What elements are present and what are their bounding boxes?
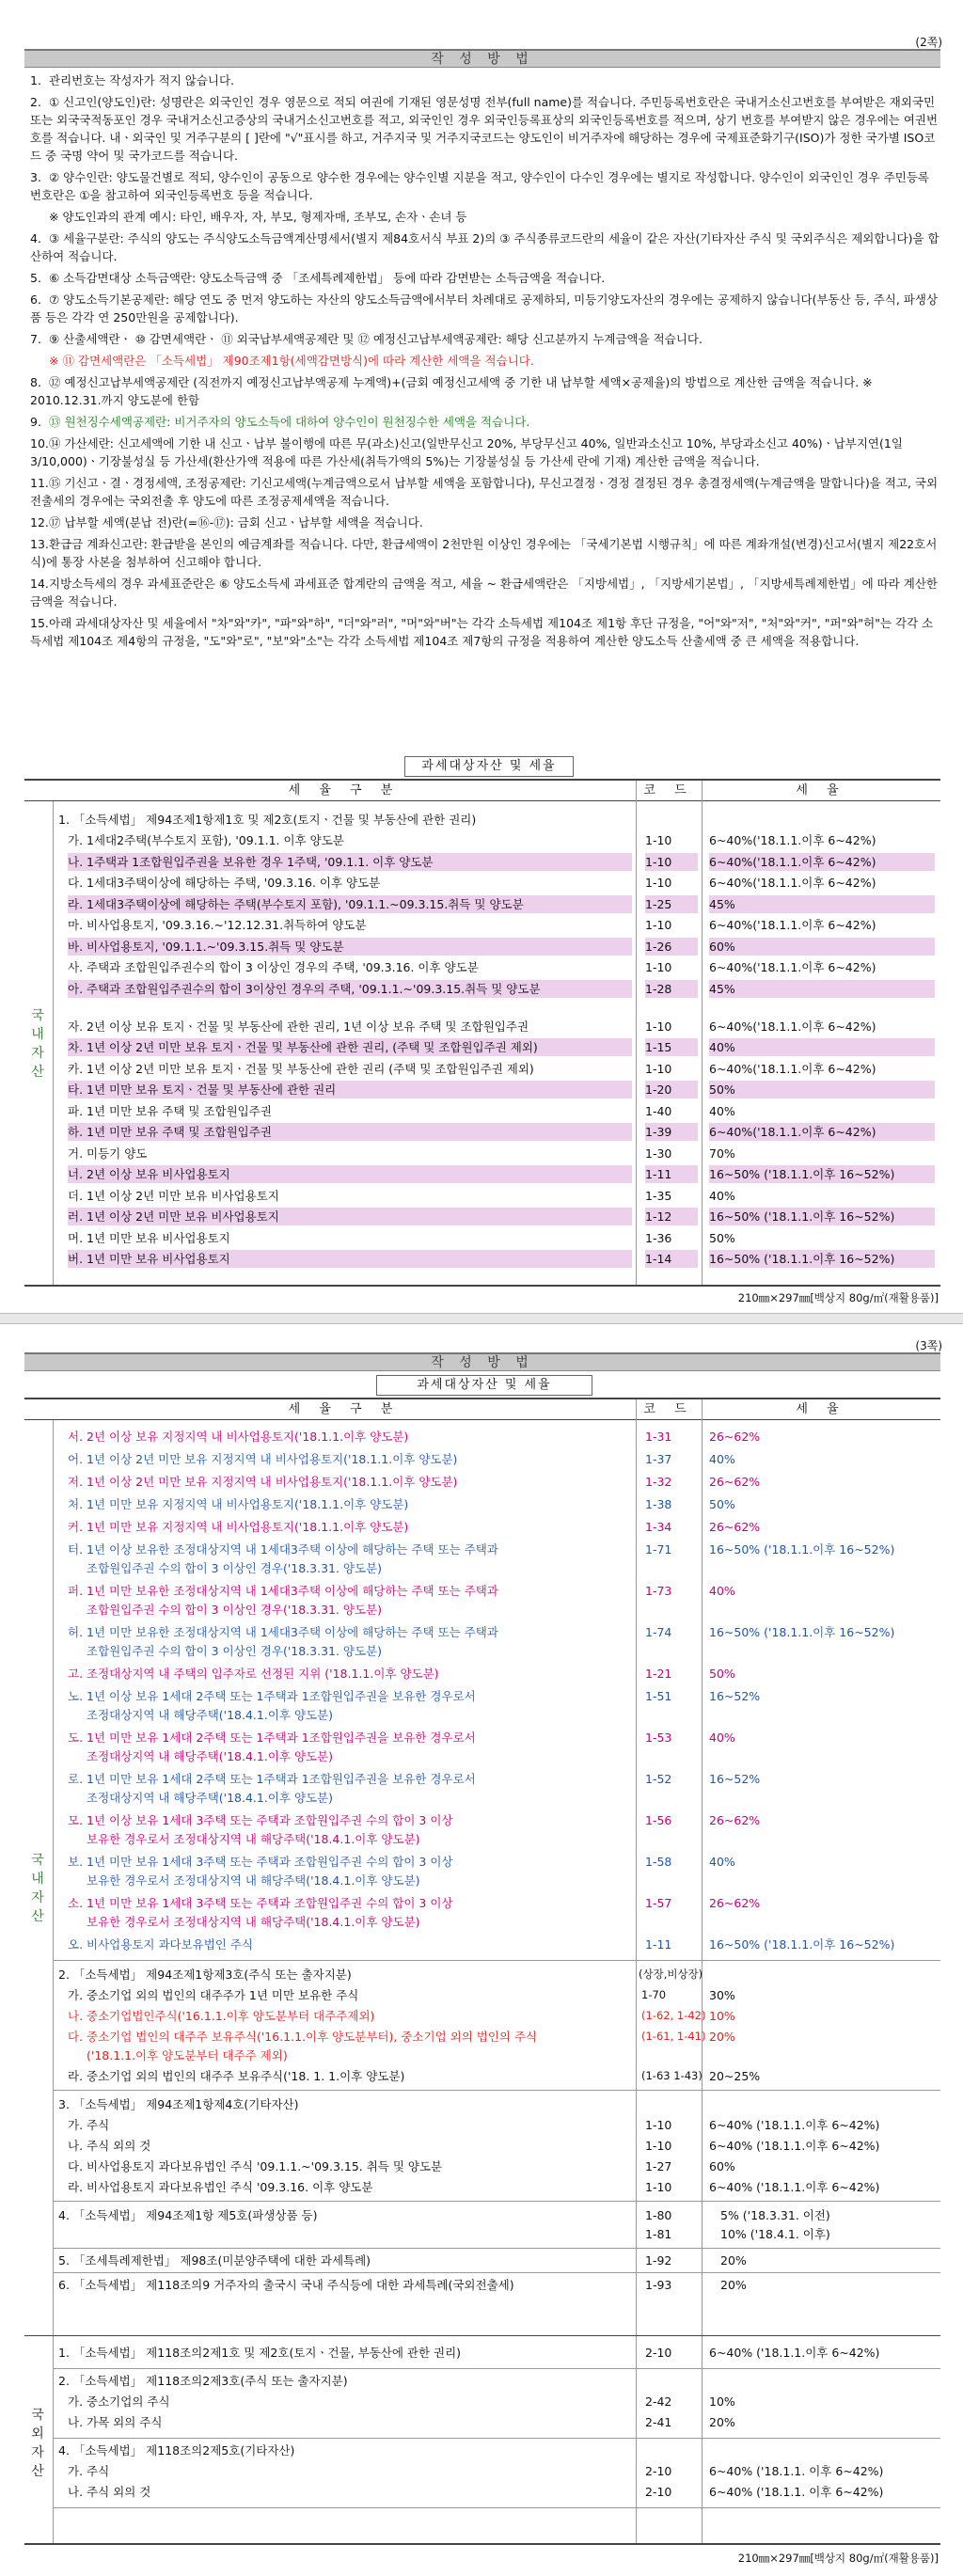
rate-category: 마. 비사업용토지, '09.3.16.~'12.12.31.취득하여 양도분 <box>68 918 367 932</box>
rate-code: 1-10 <box>645 1019 672 1034</box>
rate-code: 1-10 <box>645 2180 672 2194</box>
rate-category: 하. 1년 미만 보유 주택 및 조합원입주권 <box>68 1123 632 1141</box>
instruction-item <box>30 291 940 326</box>
rate-category: 도. 1년 미만 보유 1세대 2주택 또는 1주택과 1조합원입주권을 보유한 경우로서 <box>68 1731 476 1745</box>
rate-value: 50% <box>709 1230 735 1245</box>
rate-category: 나. 주식 외의 것 <box>68 2139 151 2153</box>
rate-code: 1-81 <box>645 2227 672 2241</box>
rate-code: 1-30 <box>645 1146 672 1161</box>
rate-code: 2-41 <box>645 2415 672 2429</box>
rate-value: 60% <box>709 2159 735 2173</box>
rate-category: 러. 1년 이상 2년 미만 보유 비사업용토지 <box>68 1208 632 1225</box>
rate-code: 1-57 <box>645 1896 672 1910</box>
rate-code: (1-61, 1-41) <box>641 2030 706 2043</box>
rate-value: 6~40% ('18.1.1.이후 6~42%) <box>709 2180 880 2194</box>
rate-value: 16~52% <box>709 1772 761 1786</box>
rate-code: 1-25 <box>645 895 698 913</box>
rate-value: 6~40% ('18.1.1.이후 6~42%) <box>709 2139 880 2153</box>
rate-category-cont: 조정대상지역 내 해당주택('18.4.1.이후 양도분) <box>87 1749 334 1763</box>
rate-category: 아. 주택과 조합원입주권수의 합이 3이상인 경우의 주택, '09.1.1.~'09.3.15.취득 및 양도분 <box>68 980 632 998</box>
rate-value: 6~40% ('18.1.1. 이후 6~42%) <box>709 2485 884 2499</box>
rate-value: 6~40%('18.1.1.이후 6~42%) <box>709 1061 876 1076</box>
side-label-text: 국내자산 <box>31 1008 44 1080</box>
rate-category: 다. 비사업용토지 과다보유법인 주식 '09.1.1.~'09.3.15. 취득 및 양도분 <box>68 2159 443 2173</box>
instruction-item <box>30 413 940 431</box>
rate-value: 26~62% <box>709 1896 761 1910</box>
rate-value: 6~40% ('18.1.1.이후 6~42%) <box>709 2346 880 2360</box>
rate-value: 16~50% ('18.1.1.이후 16~52%) <box>709 1937 895 1952</box>
rate-category: 더. 1년 이상 2년 미만 보유 비사업용토지 <box>68 1188 279 1203</box>
page-separator <box>0 1313 963 1324</box>
instruction-number: 14. <box>30 577 49 591</box>
rate-value: 50% <box>709 1497 735 1511</box>
section-title: 3. 「소득세법」 제94조제1항제4호(기타자산) <box>58 2097 299 2111</box>
rate-category: 나. 중소기업법인주식('16.1.1.이후 양도분부터 대주주제외) <box>68 2009 375 2023</box>
instruction-text: 환급금 계좌신고란: 환급받을 본인의 예금계좌를 적습니다. 다만, 환급세액이 2천만원 이상인 경우에는 「국세기본법 시행규칙」에 따른 계좌개설(변경)신고서(별지 제22호서식)에 통장 사본을 첨부하여 신고해야 합니다. <box>30 537 938 569</box>
rate-category: 자. 2년 이상 보유 토지ㆍ건물 및 부동산에 관한 권리, 1년 이상 보유 주택 및 조합원입주권 <box>68 1019 529 1034</box>
rate-category-cont: 조합원입주권 수의 합이 3 이상인 경우('18.3.31. 양도분) <box>87 1603 383 1617</box>
rate-code: 1-36 <box>645 1230 672 1245</box>
rate-code: 2-10 <box>645 2485 672 2499</box>
rate-value: 20~25% <box>709 2069 761 2083</box>
rate-code: 1-11 <box>645 1937 672 1952</box>
rate-value: 6~40%('18.1.1.이후 6~42%) <box>709 1123 935 1141</box>
rate-category: 로. 1년 미만 보유 1세대 2주택 또는 1주택과 1조합원입주권을 보유한 경우로서 <box>68 1772 476 1786</box>
side-label-foreign <box>28 2406 49 2481</box>
side-label-text: 국외자산 <box>31 2408 44 2479</box>
section-title: 4. 「소득세법」 제94조제1항 제5호(파생상품 등) <box>58 2208 318 2222</box>
rate-code: 1-10 <box>645 960 672 974</box>
rate-code: 1-40 <box>645 1103 672 1118</box>
instruction-item <box>30 435 940 470</box>
rate-value: 16~50% ('18.1.1.이후 16~52%) <box>709 1542 895 1557</box>
rate-code: 1-15 <box>645 1038 698 1056</box>
section-title: 5. 「조세특례제한법」 제98조(미분양주택에 대한 과세특례) <box>58 2253 371 2268</box>
instruction-text: ⑬ 원천징수세액공제란: 비거주자의 양도소득에 대하여 양수인이 원천징수한 세액을 적습니다. <box>49 415 530 429</box>
rate-category-cont: 보유한 경우로서 조정대상지역 내 해당주택('18.4.1.이후 양도분) <box>87 1832 420 1846</box>
rate-category: 거. 미등기 양도 <box>68 1146 148 1161</box>
rate-code: 1-53 <box>645 1731 672 1745</box>
side-label-domestic <box>28 1006 49 1082</box>
instruction-number: 15. <box>30 616 49 630</box>
rate-category-cont: 조정대상지역 내 해당주택('18.4.1.이후 양도분) <box>87 1791 334 1805</box>
foreign-section-title: 1. 「소득세법」 제118조의2제1호 및 제2호(토지ㆍ건물, 부동산에 관한 권리) <box>58 2346 462 2360</box>
instruction-text: ⑨ 산출세액란ㆍ ⑩ 감면세액란ㆍ ⑪ 외국납부세액공제란 및 ⑫ 예정신고납부세액공제란: 해당 신고분까지 누계금액을 적습니다. <box>49 332 703 346</box>
rate-category: 차. 1년 이상 2년 미만 보유 토지ㆍ건물 및 부동산에 관한 권리, (주택 및 조합원입주권 제외) <box>68 1038 632 1056</box>
rate-code: (1-62, 1-42) <box>641 2009 706 2022</box>
instruction-item <box>30 71 940 89</box>
rate-value: 45% <box>709 980 935 998</box>
rate-category-cont: ('18.1.1.이후 양도분부터 대주주 제외) <box>87 2048 288 2062</box>
instruction-text: ⑫ 예정신고납부세액공제란 (직전까지 예정신고납부액공제 누계액)+(금회 예정신고세액 중 기한 내 납부할 세액×공제율)의 방법으로 계산한 금액을 적습니다. ※ 2010.12.31.까지 양도분에 한함 <box>30 375 873 407</box>
rate-category: 소. 1년 미만 보유 1세대 3주택 또는 주택과 조합원입주권 수의 합이 3 이상 <box>68 1896 453 1910</box>
instruction-item <box>30 352 940 370</box>
foreign-section-title: 4. 「소득세법」 제118조의2제5호(기타자산) <box>58 2443 295 2457</box>
header-rate-category: 세 율 구 분 <box>288 783 401 798</box>
section-bar-title: 작 성 방 법 <box>24 49 940 68</box>
paper-spec: 210㎜×297㎜[백상지 80g/㎡(재활용품)] <box>737 1291 939 1304</box>
rate-category: 저. 1년 이상 2년 미만 보유 지정지역 내 비사업용토지('18.1.1.이후 양도분) <box>68 1475 458 1489</box>
rate-code: 1-58 <box>645 1855 672 1869</box>
rate-category: 서. 2년 이상 보유 지정지역 내 비사업용토지('18.1.1.이후 양도분) <box>68 1430 409 1444</box>
instruction-text: ② 양수인란: 양도물건별로 적되, 양수인이 공동으로 양수한 경우에는 양수인별 지분을 적고, 양수인이 다수인 경우에는 별지로 작성합니다. 양수인이 외국인인 경우 주민등록번호란은 ①을 참고하여 외국인등록번호 등을 적습니다. <box>30 170 930 202</box>
rate-code: 1-10 <box>645 2139 672 2153</box>
instruction-text: ※ 양도인과의 관계 예시: 타인, 배우자, 자, 부모, 형제자매, 조부모, 손자ㆍ손녀 등 <box>49 210 467 224</box>
rate-value: 6~40%('18.1.1.이후 6~42%) <box>709 876 876 890</box>
rate-code: 1-10 <box>645 1061 672 1076</box>
rate-category: 모. 1년 이상 보유 1세대 3주택 또는 주택과 조합원입주권 수의 합이 3 이상 <box>68 1813 453 1827</box>
rate-code: 1-10 <box>645 2118 672 2132</box>
rate-value: 16~50% ('18.1.1.이후 16~52%) <box>709 1165 935 1183</box>
rate-category: 1. 「소득세법」 제94조제1항제1호 및 제2호(토지ㆍ건물 및 부동산에 관한 권리) <box>58 813 477 827</box>
rate-category-cont: 조정대상지역 내 해당주택('18.4.1.이후 양도분) <box>87 1708 334 1722</box>
rate-category-cont: 조합원입주권 수의 합이 3 이상인 경우('18.3.31. 양도분) <box>87 1644 383 1658</box>
rate-value: 16~50% ('18.1.1.이후 16~52%) <box>709 1625 895 1639</box>
side-label-domestic <box>28 1851 49 1926</box>
paper-spec: 210㎜×297㎜[백상지 80g/㎡(재활용품)] <box>737 2552 939 2565</box>
rate-value: 45% <box>709 895 935 913</box>
rate-value: 6~40%('18.1.1.이후 6~42%) <box>709 833 876 847</box>
rate-value: 26~62% <box>709 1430 761 1444</box>
rate-code: 1-27 <box>645 2159 672 2173</box>
rate-code: 1-93 <box>645 2278 672 2292</box>
rate-code: 1-12 <box>645 1208 698 1225</box>
rate-category: 나. 가목 외의 주식 <box>68 2415 163 2429</box>
rate-code: 1-71 <box>645 1542 672 1557</box>
table-title: 과세대상자산 및 세율 <box>404 756 574 777</box>
rate-value: 70% <box>709 1146 735 1161</box>
instruction-number: 1. <box>30 73 41 87</box>
instruction-item <box>30 614 940 650</box>
rate-category-cont: 보유한 경우로서 조정대상지역 내 해당주택('18.4.1.이후 양도분) <box>87 1915 420 1929</box>
instruction-number: 5. <box>30 271 41 285</box>
instruction-text: 지방소득세의 경우 과세표준란은 ⑥ 양도소득세 과세표준 합계란의 금액을 적고, 세율 ~ 환급세액란은 「지방세법」, 「지방세기본법」, 「지방세특례제한법」에 따라 계산한 금액을 적습니다. <box>30 577 938 608</box>
rate-code: 1-21 <box>645 1667 672 1681</box>
instruction-number: 6. <box>30 292 41 307</box>
rate-value: 40% <box>709 1038 935 1056</box>
rate-value: 50% <box>709 1667 735 1681</box>
rate-code: 1-51 <box>645 1689 672 1703</box>
rate-code: 1-38 <box>645 1497 672 1511</box>
instruction-number: 13. <box>30 537 49 551</box>
instruction-item <box>30 514 940 531</box>
rate-value: 30% <box>709 1988 735 2002</box>
rate-category: 파. 1년 미만 보유 주택 및 조합원입주권 <box>68 1103 272 1118</box>
rate-value: 20% <box>709 2030 735 2044</box>
rate-category: 카. 1년 이상 2년 미만 보유 토지ㆍ건물 및 부동산에 관한 권리 (주택 및 조합원입주권 제외) <box>68 1061 534 1076</box>
form-page-3 <box>0 1326 963 2576</box>
rate-value: 5% ('18.3.31. 이전) <box>720 2208 830 2222</box>
rate-value: 40% <box>709 1452 735 1466</box>
rate-category: 라. 중소기업 외의 법인의 대주주 보유주식('18. 1. 1.이후 양도분) <box>68 2069 405 2083</box>
rate-code: 1-34 <box>645 1520 672 1534</box>
rate-category: 고. 조정대상지역 내 주택의 입주자로 선정된 지위 ('18.1.1.이후 양도분) <box>68 1667 439 1681</box>
table-header <box>24 781 940 801</box>
instruction-number: 11. <box>30 476 49 490</box>
rate-category: 다. 1세대3주택이상에 해당하는 주택, '09.3.16. 이후 양도분 <box>68 876 381 890</box>
instruction-number: 10. <box>30 436 49 450</box>
rate-value: 20% <box>720 2253 747 2268</box>
header-rate: 세 율 <box>796 783 846 798</box>
rate-value: 6~40% ('18.1.1. 이후 6~42%) <box>709 2464 884 2478</box>
rate-code: 2-10 <box>645 2464 672 2478</box>
section-title: 6. 「소득세법」 제118조의9 거주자의 출국시 국내 주식등에 대한 과세특례(국외전출세) <box>58 2278 514 2292</box>
rate-category: 너. 2년 이상 보유 비사업용토지 <box>68 1165 632 1183</box>
tax-rate-table <box>24 1398 940 2545</box>
rate-code: 1-11 <box>645 1165 698 1183</box>
instruction-number: 7. <box>30 332 41 346</box>
table-title: 과세대상자산 및 세율 <box>376 1375 592 1396</box>
rate-value: 20% <box>709 2415 735 2429</box>
rate-category: 노. 1년 이상 보유 1세대 2주택 또는 1주택과 1조합원입주권을 보유한 경우로서 <box>68 1689 476 1703</box>
rate-value: 16~50% ('18.1.1.이후 16~52%) <box>709 1208 935 1225</box>
rate-code: 1-80 <box>645 2208 672 2222</box>
rate-category: 커. 1년 미만 보유 지정지역 내 비사업용토지('18.1.1.이후 양도분) <box>68 1520 409 1534</box>
rate-code: 1-32 <box>645 1475 672 1489</box>
rate-value: 40% <box>709 1731 735 1745</box>
rate-category: 어. 1년 이상 2년 미만 보유 지정지역 내 비사업용토지('18.1.1.이후 양도분) <box>68 1452 458 1466</box>
rate-category: 타. 1년 미만 보유 토지ㆍ건물 및 부동산에 관한 권리 <box>68 1081 632 1098</box>
rate-category: 보. 1년 미만 보유 1세대 3주택 또는 주택과 조합원입주권 수의 합이 3 이상 <box>68 1855 453 1869</box>
rate-category: 나. 주식 외의 것 <box>68 2485 151 2499</box>
rate-value: 16~52% <box>709 1689 761 1703</box>
rate-value: 10% <box>709 2394 735 2409</box>
rate-code: (1-63 1-43) <box>641 2069 703 2082</box>
page-number: (3쪽) <box>915 1339 942 1352</box>
rate-category: 가. 중소기업의 주식 <box>68 2394 170 2409</box>
rate-category: 가. 1세대2주택(부수토지 포함), '09.1.1. 이후 양도분 <box>68 833 344 847</box>
rate-code: 1-31 <box>645 1430 672 1444</box>
rate-value: 40% <box>709 1103 735 1118</box>
rate-value: 6~40%('18.1.1.이후 6~42%) <box>709 960 876 974</box>
rate-code: 1-10 <box>645 876 672 890</box>
rate-category: 터. 1년 이상 보유한 조정대상지역 내 1세대3주택 이상에 해당하는 주택 또는 주택과 <box>68 1542 498 1557</box>
rate-code: 1-92 <box>645 2253 672 2268</box>
instruction-text: 아래 과세대상자산 및 세율에서 "차"와"카", "파"와"하", "더"와"러", "머"와"버"는 각각 소득세법 제104조 제1항 후단 규정을, "어"와"저", "처"와"커", "퍼"와"허"는 각각 소득세법 제104조 제4항의 규정을, "도"와"로", "보"와"소"는 각각 소득세법 제104조 제7항의 규정을 적용하여 계산한 양도소득 산출세액 중 큰 세액을 적용합니다. <box>30 616 934 648</box>
rate-category: 라. 비사업용토지 과다보유법인 주식 '09.3.16. 이후 양도분 <box>68 2180 373 2194</box>
rate-code: 1-28 <box>645 980 698 998</box>
rate-code: 1-35 <box>645 1188 672 1203</box>
rate-category: 가. 주식 <box>68 2118 110 2132</box>
rate-category: 버. 1년 미만 보유 비사업용토지 <box>68 1250 632 1268</box>
rate-code: 1-14 <box>645 1250 698 1268</box>
instruction-item <box>30 208 940 226</box>
header-rate: 세 율 <box>796 1402 846 1416</box>
rate-category: 다. 중소기업 법인의 대주주 보유주식('16.1.1.이후 양도분부터), 중소기업 외의 법인의 주식 <box>68 2030 538 2044</box>
rate-category-cont: 보유한 경우로서 조정대상지역 내 해당주택('18.4.1.이후 양도분) <box>87 1873 420 1888</box>
rate-category: 머. 1년 미만 보유 비사업용토지 <box>68 1230 230 1245</box>
instruction-text: ⑭ 가산세란: 신고세액에 기한 내 신고ㆍ납부 불이행에 따른 무(과소)신고(일반무신고 20%, 부당무신고 40%, 일반과소신고 10%, 부당과소신고 40%)ㆍ납부지연(1일 3/10,000)ㆍ기장불성실 등 가산세(환산가액 적용에 따른 가산세(취득가액의 5%)는 기장불성실 등 가산세 란에 기재) 계산한 금액을 적습니다. <box>30 436 903 468</box>
rate-code: 1-10 <box>645 833 672 847</box>
instruction-text: ⑦ 양도소득기본공제란: 해당 연도 중 먼저 양도하는 자산의 양도소득금액에서부터 차례대로 공제하되, 미등기양도자산의 경우에는 공제하지 않습니다(부동산 등, 주식, 파생상품 등은 각각 연 250만원을 공제합니다). <box>30 292 939 324</box>
page-number: (2쪽) <box>915 36 942 49</box>
rate-code: 1-73 <box>645 1584 672 1598</box>
rate-code: 1-37 <box>645 1452 672 1466</box>
rate-value: 6~40%('18.1.1.이후 6~42%) <box>709 1019 876 1034</box>
tax-rate-table <box>24 779 940 1287</box>
instruction-item <box>30 474 940 510</box>
instruction-item <box>30 168 940 204</box>
rate-code: 1-74 <box>645 1625 672 1639</box>
instruction-item <box>30 575 940 610</box>
header-code: 코 드 <box>643 1402 694 1416</box>
instruction-item <box>30 373 940 409</box>
rate-code: 1-26 <box>645 938 698 956</box>
rate-value: 6~40% ('18.1.1.이후 6~42%) <box>709 2118 880 2132</box>
rate-value: 26~62% <box>709 1813 761 1827</box>
instruction-text: ⑥ 소득감면대상 소득금액란: 양도소득금액 중 「조세특례제한법」 등에 따라 감면받는 소득금액을 적습니다. <box>49 271 606 285</box>
rate-category: 바. 비사업용토지, '09.1.1.~'09.3.15.취득 및 양도분 <box>68 938 632 956</box>
section-bar-title: 작 성 방 법 <box>24 1352 940 1371</box>
table-header <box>24 1399 940 1420</box>
rate-value: 26~62% <box>709 1520 761 1534</box>
instruction-item <box>30 229 940 265</box>
rate-value: 6~40%('18.1.1.이후 6~42%) <box>709 853 935 871</box>
rate-code: 1-70 <box>641 1988 667 2001</box>
instruction-item <box>30 330 940 348</box>
rate-category: 나. 1주택과 1조합원입주권을 보유한 경우 1주택, '09.1.1. 이후 양도분 <box>68 853 632 871</box>
instruction-item <box>30 93 940 165</box>
instruction-number: 8. <box>30 375 41 389</box>
rate-code: 1-10 <box>645 853 698 871</box>
rate-value: 10% ('18.4.1. 이후) <box>720 2227 830 2241</box>
rate-category: 라. 1세대3주택이상에 해당하는 주택(부수토지 포함), '09.1.1.~09.3.15.취득 및 양도분 <box>68 895 632 913</box>
instruction-text: ① 신고인(양도인)란: 성명란은 외국인인 경우 영문으로 적되 여권에 기재된 영문성명 전부(full name)를 적습니다. 주민등록번호란은 국내거소신고번호를 부여받은 재외국민 또는 외국국적동포인 경우 국내거소신고증상의 국내거소신고번호를 적고, 외국인인 경우 외국인등록표상의 외국인등록번호를 적으며, 상기 번호를 부여받지 않은 경우에는 여권번호를 적습니다. 내ㆍ외국인 및 거주구분의 [ ]란에 "√"표시를 하고, 거주지국 및 거주지국코드는 양도인이 비거주자에 해당하는 경우에 국제표준화기구(ISO)가 정한 국가별 ISO코드 중 국명 약어 및 국가코드를 적습니다. <box>30 95 939 163</box>
instruction-number: 12. <box>30 515 49 529</box>
rate-category: 허. 1년 미만 보유한 조정대상지역 내 1세대3주택 이상에 해당하는 주택 또는 주택과 <box>68 1625 498 1639</box>
rate-code: 2-42 <box>645 2394 672 2409</box>
instruction-number: 3. <box>30 170 41 184</box>
rate-code: 1-10 <box>645 918 672 932</box>
rate-category: 오. 비사업용토지 과다보유법인 주식 <box>68 1937 254 1952</box>
rate-category-cont: 조합원입주권 수의 합이 3 이상인 경우('18.3.31. 양도분) <box>87 1561 383 1575</box>
instruction-item <box>30 535 940 571</box>
rate-category: 가. 중소기업 외의 법인의 대주주가 1년 미만 보유한 주식 <box>68 1988 359 2002</box>
rate-category: 사. 주택과 조합원입주권수의 합이 3 이상인 경우의 주택, '09.3.16. 이후 양도분 <box>68 960 479 974</box>
rate-value: 60% <box>709 938 935 956</box>
section-title: 2. 「소득세법」 제94조제1항제3호(주식 또는 출자지분) <box>58 1968 352 1982</box>
side-label-text: 국내자산 <box>31 1853 44 1924</box>
instruction-text: ⑮ 기신고ㆍ결ㆍ경정세액, 조정공제란: 기신고세액(누계금액으로서 납부할 세액을 포함합니다), 무신고결정ㆍ경정 결정된 경우 총결정세액(누계금액을 말합니다)을 적고, 국외전출세의 경우에는 국외전출 후 양도에 따른 조정공제세액을 적습니다. <box>30 476 939 508</box>
rate-value: 10% <box>709 2009 735 2023</box>
rate-category: 가. 주식 <box>68 2464 110 2478</box>
rate-code: 2-10 <box>645 2346 672 2360</box>
instruction-number: 2. <box>30 95 41 109</box>
rate-value: 50% <box>709 1081 935 1098</box>
rate-category: 처. 1년 미만 보유 지정지역 내 비사업용토지('18.1.1.이후 양도분) <box>68 1497 409 1511</box>
instruction-number: 9. <box>30 415 41 429</box>
instruction-text: 관리번호는 작성자가 적지 않습니다. <box>49 73 235 87</box>
rate-code: 1-20 <box>645 1081 698 1098</box>
header-code: 코 드 <box>643 783 694 798</box>
instruction-item <box>30 269 940 287</box>
rate-value: 40% <box>709 1855 735 1869</box>
rate-code: 1-39 <box>645 1123 698 1141</box>
instruction-text: ※ ⑪ 감면세액란은 「소득세법」 제90조제1항(세액감면방식)에 따라 계산한 세액을 적습니다. <box>49 354 534 368</box>
rate-value: 16~50% ('18.1.1.이후 16~52%) <box>709 1250 935 1268</box>
instruction-number: 4. <box>30 231 41 245</box>
rate-category: 퍼. 1년 미만 보유한 조정대상지역 내 1세대3주택 이상에 해당하는 주택 또는 주택과 <box>68 1584 498 1598</box>
foreign-section-title: 2. 「소득세법」 제118조의2제3호(주식 또는 출자지분) <box>58 2374 348 2388</box>
rate-value: 20% <box>720 2278 747 2292</box>
rate-code: 1-52 <box>645 1772 672 1786</box>
rate-value: 26~62% <box>709 1475 761 1489</box>
rate-value: 6~40%('18.1.1.이후 6~42%) <box>709 918 876 932</box>
instruction-text: ③ 세율구분란: 주식의 양도는 주식양도소득금액계산명세서(별지 제84호서식 부표 2)의 ③ 주식종류코드란의 세율이 같은 자산(기타자산 주식 및 국외주식은 제외합니다)을 합산하여 적습니다. <box>30 231 939 263</box>
rate-value: 40% <box>709 1188 735 1203</box>
rate-code: 1-56 <box>645 1813 672 1827</box>
instruction-text: ⑰ 납부할 세액(분납 전)란(=⑯-⑰): 금회 신고ㆍ납부할 세액을 적습니다. <box>49 515 423 529</box>
code-header-note: (상장,비상장) <box>639 1968 703 1981</box>
header-rate-category: 세 율 구 분 <box>288 1402 401 1416</box>
rate-value: 40% <box>709 1584 735 1598</box>
